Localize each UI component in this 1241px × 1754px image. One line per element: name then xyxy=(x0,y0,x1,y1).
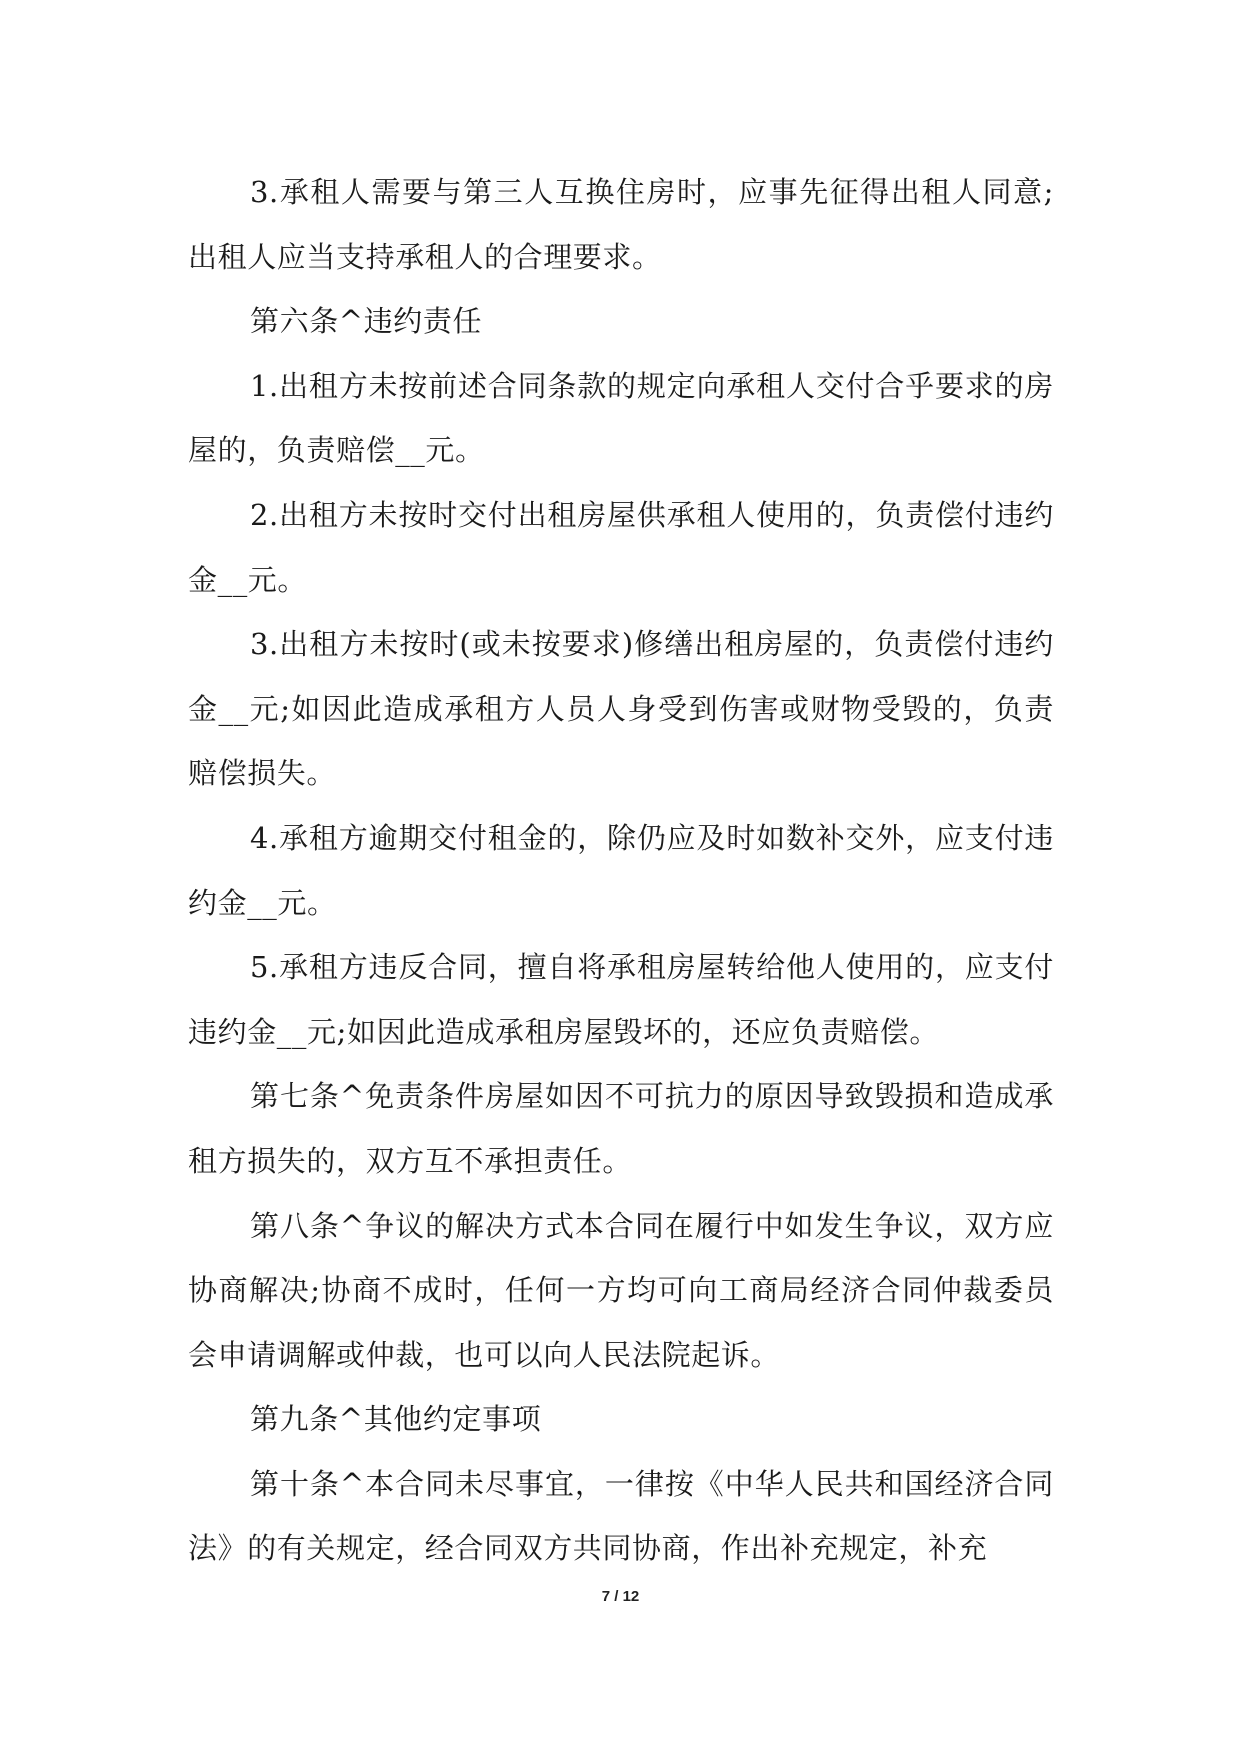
section-article-8-dispute-resolution: 第八条^争议的解决方式本合同在履行中如发生争议，双方应协商解决;协商不成时，任何一方均可向工商局经济合同仲裁委员会申请调解或仲裁，也可以向人民法院起诉。 xyxy=(188,1208,1054,1372)
section-article-7-force-majeure: 第七条^免责条件房屋如因不可抗力的原因导致毁损和造成承租方损失的，双方互不承担责任。 xyxy=(188,1079,1054,1178)
section-heading-article-9: 第九条^其他约定事项 xyxy=(250,1402,542,1437)
paragraph-item-3-repairs: 3.出租方未按时(或未按要求)修缮出租房屋的，负责偿付违约金__元;如因此造成承租方人员人身受到伤害或财物受毁的，负责赔偿损失。 xyxy=(188,627,1054,791)
paragraph-item-1-lessor-compensation: 1.出租方未按前述合同条款的规定向承租人交付合乎要求的房屋的，负责赔偿__元。 xyxy=(188,368,1054,468)
page-number: 7 / 12 xyxy=(601,1588,640,1605)
section-heading-article-6: 第六条^违约责任 xyxy=(250,304,483,339)
paragraph-item-2-late-delivery: 2.出租方未按时交付出租房屋供承租人使用的，负责偿付违约金__元。 xyxy=(188,497,1054,597)
document-body xyxy=(188,160,1054,1581)
paragraph-item-4-late-rent: 4.承租方逾期交付租金的，除仍应及时如数补交外，应支付违约金__元。 xyxy=(188,820,1054,920)
paragraph-item-5-sublease: 5.承租方违反合同，擅自将承租房屋转给他人使用的，应支付违约金__元;如因此造成承租房屋毁坏的，还应负责赔偿。 xyxy=(188,950,1054,1049)
paragraph-item-3-exchange-housing: 3.承租人需要与第三人互换住房时，应事先征得出租人同意;出租人应当支持承租人的合理要求。 xyxy=(188,175,1054,274)
section-article-10-supplementary: 第十条^本合同未尽事宜，一律按《中华人民共和国经济合同法》的有关规定，经合同双方共同协商，作出补充规定，补充 xyxy=(188,1466,1054,1566)
